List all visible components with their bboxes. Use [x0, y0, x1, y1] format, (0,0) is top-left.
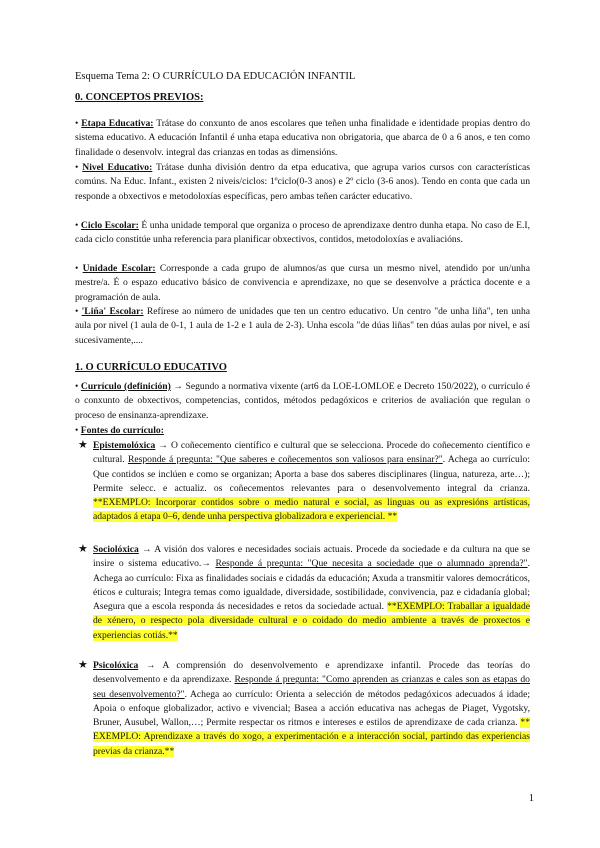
term-nivel: Nivel Educativo: — [82, 162, 153, 173]
text-linha: Refírese ao número de unidades que ten un centro educativo. Un centro "de unha liña", ten unha aula por nivel (1 aula de 0-1, 1 aula de 1-2 e 1 aula de 2-3). Unha escola "de dúas liñas" ten dúas aulas por nivel, e así sucesivamente,.... — [75, 306, 531, 346]
source-text: → O coñecemento científico e cultural que se selecciona. Procede do coñecemento científico e cultural. — [93, 440, 530, 466]
text-unidade: Corresponde a cada grupo de alumnos/as que cursa un mesmo nivel, atendido por un/unha mestre/a. É o espazo educativo básico de convivencia e aprendizaxe, no que se desenvolve a práctica docente e a programación de aula. — [75, 263, 530, 303]
text-etapa: Trátase do conxunto de anos escolares que teñen unha finalidade e identidade propias dentro do sistema educativo. A educación Infantil é unha etapa educativa non obrigatoria, que abarca de 0 a 6 anos, e ten como finalidade o desenvolv. integral das crianzas en todas as dimensións. — [75, 118, 530, 158]
star-icon: ★ — [78, 659, 88, 671]
definition-etapa: • Etapa Educativa: Trátase do conxunto de anos escolares que teñen unha finalidade e identidade propias dentro do sistema educativo. A educación Infantil é unha etapa educativa non obrigatoria, que abarca de 0 a 6 anos, e ten como finalidade o desenvolv. integral das crianzas en todas as dimensións. — [75, 118, 530, 158]
page-number: 1 — [528, 793, 534, 804]
source-psicoloxica — [78, 659, 531, 759]
source-term: Epistemolóxica — [93, 440, 156, 451]
source-example: **EXEMPLO: Traballar a igualdade de xénero, o respecto pola diversidade cultural e o coidado do medio ambiente a través de proxectos e experiencias cotiás.** — [93, 601, 530, 641]
section-0-heading: 0. CONCEPTOS PREVIOS: — [75, 92, 204, 103]
source-example: **EXEMPLO: Incorporar contidos sobre o medio natural e social, as linguas ou as expresións artísticas, adaptados á etapa 0–6, dende unha perspectiva globalizadora e experiencial. ** — [93, 497, 530, 523]
source-term: Psicolóxica — [93, 660, 139, 671]
source-socioloxica — [78, 543, 530, 643]
source-text: → A visión dos valores e necesidades sociais actuais. Procede da sociedade e da cultura na que se insire o sistema educativo.→ — [93, 544, 530, 570]
text-nivel: Trátase dunha división dentro da etpa educativa, que agrupa varios cursos con características comúns. Na Educ. Infant., existen 2 niveis/ciclos: 1ºciclo(0-3 anos) e 2º ciclo (3-6 anos). Tendo en conta que cada un responde a obxectivos e metodoloxías específicas, pero ambas teñen carácter educativo. — [75, 162, 530, 202]
term-etapa: Etapa Educativa: — [81, 118, 154, 129]
definition-linha: • 'Liña' Escolar: Refírese ao número de unidades que ten un centro educativo. Un centro "de unha liña", ten unha aula por nivel (1 aula de 0-1, 1 aula de 1-2 e 1 aula de 2-3). Unha escola "de dúas liñas" ten dúas aulas por nivel, e así sucesivamente,.... — [75, 306, 531, 346]
definition-unidade: • Unidade Escolar: Corresponde a cada grupo de alumnos/as que cursa un mesmo nivel, atendido por un/unha mestre/a. É o espazo educativo básico de convivencia e aprendizaxe, no que se desenvolve a práctica docente e a programación de aula. — [75, 263, 530, 303]
source-term: Sociolóxica — [93, 544, 139, 555]
section-1-heading: 1. O CURRÍCULO EDUCATIVO — [75, 362, 227, 373]
source-contribution: . Achega ao currículo: Fixa as finalidades sociais e cidadás da educación; Axuda a transmitir valores democráticos, éticos e culturais; Integra temas como igualdade, diversidade, sostibilidade, convivencia, paz e cidadanía global; Asegura que a escola responda ás necesidades e retos da sociedade actual. — [93, 558, 530, 613]
document-title: Esquema Tema 2: O CURRÍCULO DA EDUCACIÓN INFANTIL — [75, 71, 356, 82]
text-ciclo: É unha unidade temporal que organiza o proceso de aprendizaxe dentro dunha etapa. No caso de E.I, cada ciclo constitúe unha referencia para planificar obxectivos, contidos, metodoloxías e avaliacións. — [75, 220, 530, 246]
source-question: Responde á pregunta: "Como aprenden as crianzas e cales son as etapas do seu desenvolvemento?" — [93, 674, 530, 700]
source-text: → A comprensión do desenvolvemento e aprendizaxe infantil. Procede das teorías do desenvolvemento e da aprendizaxe. — [93, 660, 530, 686]
source-contribution: . Achega ao currículo: Que contidos se inclúen e como se organizan; Aporta a base dos saberes disciplinares (lingua, natureza, arte…); Permite selecc. e actualiz. os coñecementos relevantes para o desenvolvemento integral da crianza. — [93, 454, 530, 494]
term-curriculo: Currículo (definición) — [80, 381, 171, 392]
text-curriculo: → Segundo a normativa vixente (art6 da LOE-LOMLOE e Decreto 150/2022), o currículo é o conxunto de obxectivos, competencias, contidos, métodos pedagóxicos e criterios de avaliación que regulan o proceso de ensinanza-aprendizaxe. — [75, 381, 530, 421]
source-epistemoloxica — [78, 439, 530, 525]
definition-nivel: • Nivel Educativo: Trátase dunha división dentro da etpa educativa, que agrupa varios cursos con características comúns. Na Educ. Infant., existen 2 niveis/ciclos: 1ºciclo(0-3 anos) e 2º ciclo (3-6 anos). Tendo en conta que cada un responde a obxectivos e metodoloxías específicas, pero ambas teñen carácter educativo. — [75, 162, 530, 202]
term-unidade: Unidade Escolar: — [82, 263, 156, 274]
term-ciclo: Ciclo Escolar: — [80, 220, 139, 231]
term-linha: 'Liña' Escolar: — [81, 306, 144, 317]
star-icon: ★ — [78, 543, 88, 555]
source-question: Responde á pregunta: "Que necesita a sociedade que o alumnado aprenda?" — [215, 558, 528, 570]
source-question: Responde á pregunta: "Que saberes e coñecementos son valiosos para ensinar?" — [127, 454, 443, 466]
sources-label: Fontes do currículo: — [80, 425, 164, 436]
sources-label-line: • Fontes do currículo: — [75, 425, 164, 436]
source-contribution: . Achega ao currículo: Orienta a selección de métodos pedagóxicos adecuados á idade; Apoia o enfoque globalizador, activo e vivencial; Basea a acción educativa nas achegas de Piaget, Vygotsky, Bruner, Ausubel, Wallon,…; Permite respectar os ritmos e intereses e estilos de aprendizaxe de cada crianza. — [93, 688, 531, 729]
curriculum-definition: • Currículo (definición) → Segundo a normativa vixente (art6 da LOE-LOMLOE e Decreto 150/2022), o currículo é o conxunto de obxectivos, competencias, contidos, métodos pedagóxicos e criterios de avaliación que regulan o proceso de ensinanza-aprendizaxe. — [75, 381, 530, 421]
source-example: ** EXEMPLO: Aprendizaxe a través do xogo, a experimentación e a interacción social, partindo das experiencias previas da crianza.** — [93, 717, 530, 757]
definition-ciclo: • Ciclo Escolar: É unha unidade temporal que organiza o proceso de aprendizaxe dentro dunha etapa. No caso de E.I, cada ciclo constitúe unha referencia para planificar obxectivos, contidos, metodoloxías e avaliacións. — [75, 220, 530, 246]
star-icon: ★ — [78, 439, 88, 451]
